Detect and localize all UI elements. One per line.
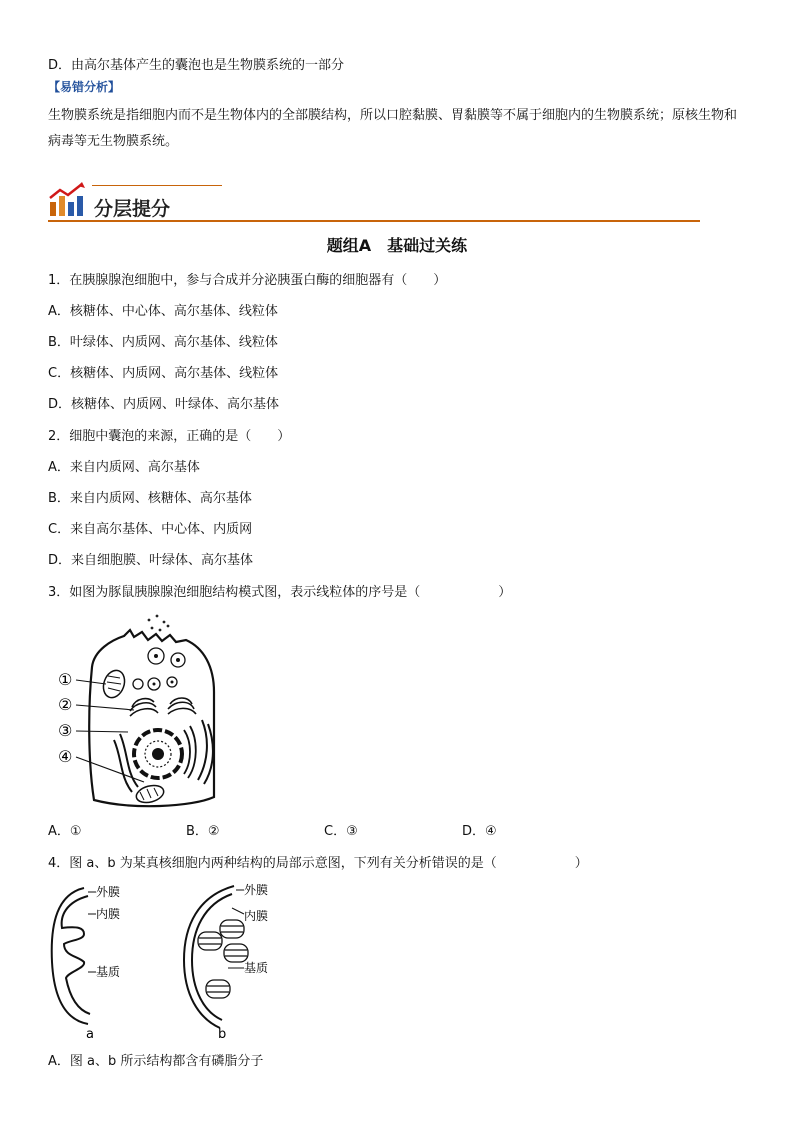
fig-b-outer-label: 外膜 (244, 883, 269, 897)
fig-b-matrix-label: 基质 (244, 961, 269, 975)
q2-option-a: A．来自内质网、高尔基体 (48, 460, 200, 475)
question-1-stem: 1．在胰腺腺泡细胞中，参与合成并分泌胰蛋白酶的细胞器有（ ） (48, 273, 447, 288)
fig-b-inner-label: 内膜 (244, 909, 269, 923)
membrane-structures-figure (48, 882, 288, 1042)
q2-option-c: C．来自高尔基体、中心体、内质网 (48, 522, 253, 537)
q2-option-b: B．来自内质网、核糖体、高尔基体 (48, 491, 252, 506)
figure-label-3: ③ (58, 721, 73, 740)
section-header (48, 182, 700, 222)
figure-label-2: ② (58, 695, 73, 714)
fig-b-caption: b (218, 1027, 227, 1042)
q3-option-a: A．① (48, 824, 82, 839)
section-bottom-rule (48, 220, 700, 222)
group-title: 题组A 基础过关练 (326, 236, 468, 255)
error-analysis-tag: 【易错分析】 (48, 80, 121, 94)
fig-a-caption: a (86, 1027, 94, 1042)
question-2-stem: 2．细胞中囊泡的来源，正确的是（ ） (48, 429, 291, 444)
figure-label-4: ④ (58, 747, 73, 766)
q1-option-c: C．核糖体、内质网、高尔基体、线粒体 (48, 366, 279, 381)
question-3-stem: 3．如图为豚鼠胰腺腺泡细胞结构模式图，表示线粒体的序号是（ ） (48, 585, 512, 600)
acinar-cell-figure (52, 612, 252, 822)
q2-option-d: D．来自细胞膜、叶绿体、高尔基体 (48, 553, 254, 568)
fig-a-outer-label: 外膜 (96, 885, 121, 899)
q1-option-d: D．核糖体、内质网、叶绿体、高尔基体 (48, 397, 280, 412)
q1-option-b: B．叶绿体、内质网、高尔基体、线粒体 (48, 335, 278, 350)
q4-option-a: A．图 a、b 所示结构都含有磷脂分子 (48, 1054, 264, 1069)
figure-label-1: ① (58, 670, 73, 689)
fig-a-matrix-label: 基质 (96, 965, 121, 979)
q3-option-c: C．③ (324, 824, 358, 839)
question-4-stem: 4．图 a、b 为某真核细胞内两种结构的局部示意图，下列有关分析错误的是（ ） (48, 856, 588, 871)
q1-option-a: A．核糖体、中心体、高尔基体、线粒体 (48, 304, 278, 319)
section-title: 分层提分 (94, 198, 171, 220)
q3-option-d: D．④ (462, 824, 497, 839)
analysis-paragraph: 生物膜系统是指细胞内而不是生物体内的全部膜结构，所以口腔黏膜、胃黏膜等不属于细胞内的生物膜系统；原核生物和病毒等无生物膜系统。 (48, 108, 738, 149)
section-top-rule (92, 185, 222, 186)
q3-option-b: B．② (186, 824, 220, 839)
option-d-previous: D．由高尔基体产生的囊泡也是生物膜系统的一部分 (48, 58, 345, 73)
fig-a-inner-label: 内膜 (96, 907, 121, 921)
rising-bar-chart-icon (48, 182, 88, 218)
